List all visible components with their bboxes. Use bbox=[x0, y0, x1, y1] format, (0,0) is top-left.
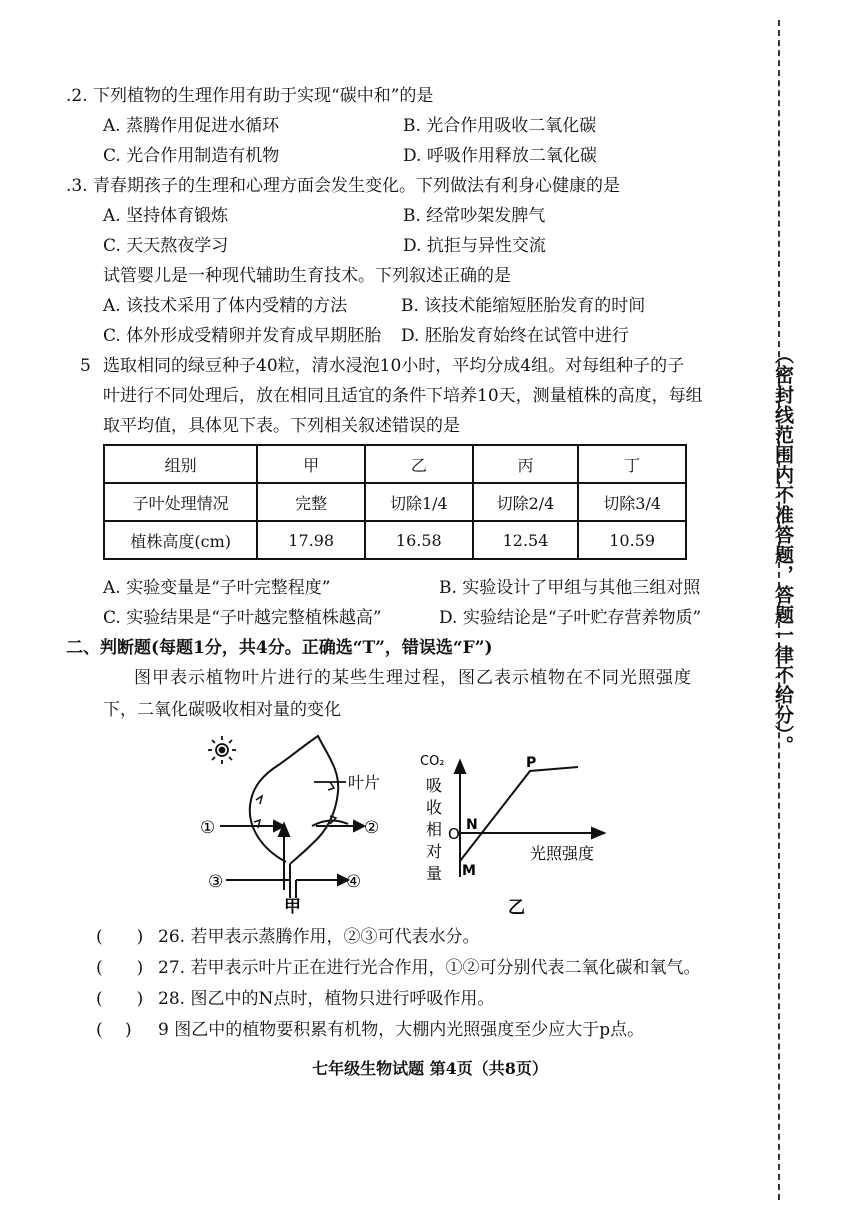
table-cell: 切除3/4 bbox=[578, 483, 686, 521]
question-25-option-b: B. 实验设计了甲组与其他三组对照 bbox=[439, 578, 701, 598]
figure-jia bbox=[190, 730, 381, 917]
table-cell: 10.59 bbox=[578, 521, 686, 559]
y-axis-label-top: CO₂ bbox=[420, 754, 445, 769]
judgement-26 bbox=[96, 924, 479, 950]
judgement-text: 28. 图乙中的N点时，植物只进行呼吸作用。 bbox=[158, 989, 495, 1009]
table-header-row bbox=[104, 445, 686, 483]
point-m-label: M bbox=[462, 863, 476, 879]
figure-yi-caption: 乙 bbox=[508, 898, 525, 918]
x-axis-label: 光照强度 bbox=[530, 844, 595, 863]
seed-experiment-table bbox=[103, 444, 687, 560]
leaf-label: 叶片 bbox=[348, 773, 381, 792]
judgement-text: 9 图乙中的植物要积累有机物，大棚内光照强度至少应大于p点。 bbox=[158, 1020, 645, 1040]
table-row bbox=[104, 521, 686, 559]
sun-icon bbox=[208, 736, 236, 764]
point-p-label: P bbox=[526, 755, 537, 771]
mark-4: ④ bbox=[346, 872, 362, 892]
answer-paren[interactable]: ( ) bbox=[96, 958, 144, 978]
question-22-option-c: C. 光合作用制造有机物 bbox=[103, 146, 280, 166]
table-cell: 子叶处理情况 bbox=[104, 483, 257, 521]
figure-yi bbox=[420, 735, 640, 918]
figure-jia-caption: 甲 bbox=[284, 897, 301, 917]
section-2-title: 二、判断题(每题1分，共4分。正确选“T”，错误选“F”) bbox=[66, 638, 493, 658]
table-header-cell: 乙 bbox=[365, 445, 473, 483]
answer-paren[interactable]: ( ) bbox=[96, 927, 144, 947]
question-23-option-a: A. 坚持体育锻炼 bbox=[103, 206, 229, 226]
table-cell: 切除2/4 bbox=[473, 483, 579, 521]
y-axis-label-char: 对 bbox=[426, 842, 443, 861]
question-24-option-a: A. 该技术采用了体内受精的方法 bbox=[103, 296, 348, 316]
table-header-cell: 甲 bbox=[257, 445, 365, 483]
section-2-intro-line-2: 下，二氧化碳吸收相对量的变化 bbox=[103, 700, 341, 720]
question-25-line-1: 选取相同的绿豆种子40粒，清水浸泡10小时，平均分成4组。对每组种子的子 bbox=[103, 356, 685, 376]
answer-paren[interactable]: ( ) bbox=[96, 989, 144, 1009]
y-axis-label-char: 吸 bbox=[426, 776, 443, 795]
table-cell: 17.98 bbox=[257, 521, 365, 559]
table-header-cell: 丁 bbox=[578, 445, 686, 483]
answer-paren[interactable]: ( ) bbox=[96, 1020, 132, 1040]
origin-label: O bbox=[448, 825, 460, 843]
judgement-28 bbox=[96, 986, 494, 1012]
section-2-intro-line-1: 图甲表示植物叶片进行的某些生理过程，图乙表示植物在不同光照强度 bbox=[134, 668, 692, 688]
question-23-option-b: B. 经常吵架发脾气 bbox=[403, 206, 546, 226]
table-row bbox=[104, 483, 686, 521]
question-22-option-a: A. 蒸腾作用促进水循环 bbox=[103, 116, 280, 136]
y-axis-label-char: 相 bbox=[426, 820, 443, 839]
seal-notice: （密封线范围内不准答题，答题一律不给分）。 bbox=[772, 345, 794, 756]
table-header-cell: 丙 bbox=[473, 445, 579, 483]
table-cell: 12.54 bbox=[473, 521, 579, 559]
question-25-number: 5 bbox=[80, 356, 91, 376]
judgement-27 bbox=[96, 955, 700, 981]
table-cell: 16.58 bbox=[365, 521, 473, 559]
question-23-option-c: C. 天天熬夜学习 bbox=[103, 236, 229, 256]
question-25-option-c: C. 实验结果是“子叶越完整植株越高” bbox=[103, 608, 382, 628]
table-cell: 切除1/4 bbox=[365, 483, 473, 521]
question-24-stem: 试管婴儿是一种现代辅助生育技术。下列叙述正确的是 bbox=[103, 266, 511, 286]
y-axis-label-char: 收 bbox=[426, 798, 443, 817]
question-22-option-b: B. 光合作用吸收二氧化碳 bbox=[403, 116, 597, 136]
question-22-option-d: D. 呼吸作用释放二氧化碳 bbox=[403, 146, 597, 166]
question-24-option-b: B. 该技术能缩短胚胎发育的时间 bbox=[401, 296, 646, 316]
question-25-option-a: A. 实验变量是“子叶完整程度” bbox=[103, 578, 331, 598]
leaf-outline bbox=[250, 736, 338, 864]
table-cell: 植株高度(cm) bbox=[104, 521, 257, 559]
question-23-option-d: D. 抗拒与异性交流 bbox=[403, 236, 546, 256]
question-24-option-c: C. 体外形成受精卵并发育成早期胚胎 bbox=[103, 326, 382, 346]
mark-3: ③ bbox=[208, 872, 224, 892]
question-23-stem: .3. 青春期孩子的生理和心理方面会发生变化。下列做法有利身心健康的是 bbox=[66, 176, 621, 196]
question-24-option-d: D. 胚胎发育始终在试管中进行 bbox=[401, 326, 629, 346]
table-cell: 完整 bbox=[257, 483, 365, 521]
judgement-text: 27. 若甲表示叶片正在进行光合作用，①②可分别代表二氧化碳和氧气。 bbox=[158, 958, 701, 978]
y-axis-label-char: 量 bbox=[426, 864, 443, 883]
page-footer: 七年级生物试题 第4页（共8页） bbox=[312, 1059, 548, 1078]
question-22-stem: .2. 下列植物的生理作用有助于实现“碳中和”的是 bbox=[66, 86, 434, 106]
question-25-line-3: 取平均值，具体见下表。下列相关叙述错误的是 bbox=[103, 416, 460, 436]
point-n-label: N bbox=[466, 817, 478, 833]
question-25-line-2: 叶进行不同处理后，放在相同且适宜的条件下培养10天，测量植株的高度，每组 bbox=[103, 386, 703, 406]
question-25-option-d: D. 实验结论是“子叶贮存营养物质” bbox=[439, 608, 702, 628]
mark-2: ② bbox=[364, 818, 380, 838]
table-header-cell: 组别 bbox=[104, 445, 257, 483]
judgement-29 bbox=[96, 1017, 644, 1043]
judgement-text: 26. 若甲表示蒸腾作用，②③可代表水分。 bbox=[158, 927, 480, 947]
mark-1: ① bbox=[200, 818, 216, 838]
